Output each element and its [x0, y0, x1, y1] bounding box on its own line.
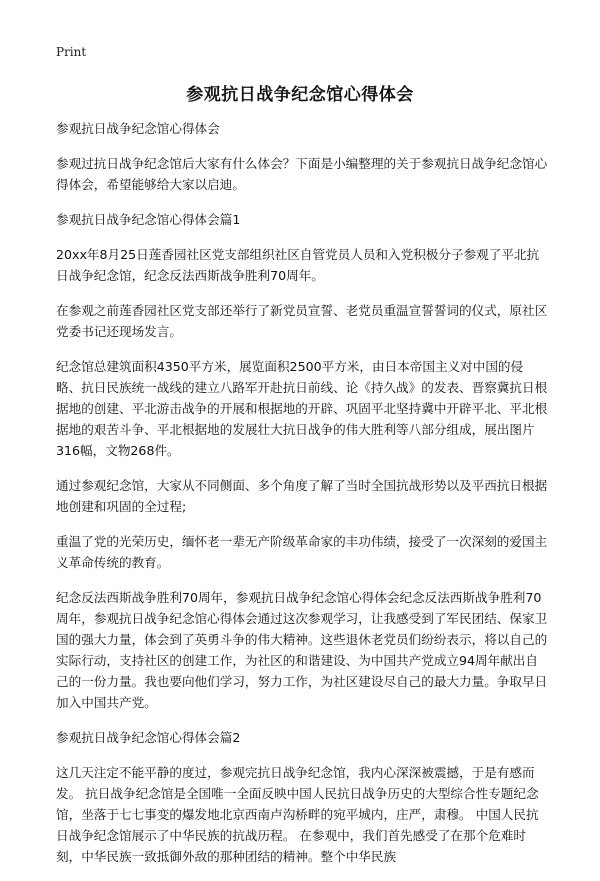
paragraph: 这几天注定不能平静的度过，参观完抗日战争纪念馆，我内心深深被震撼，于是有感而发。 抗日战争纪念馆是全国唯一全面反映中国人民抗日战争历史的大型综合性专题纪念馆，坐落于七七事变的爆发地北京西南卢沟桥畔的宛平城内，庄严，肃穆。 中国人民抗日战争纪念馆展示了中华民族的抗战历程。 在参观中，我们首先感受了在那个危难时刻，中华民族一致抵御外敌的那种团结的精神。整个中华民族	[56, 765, 539, 864]
article-body	[56, 118, 548, 881]
paragraph: 通过参观纪念馆，大家从不同侧面、多个角度了解了当时全国抗战形势以及平西抗日根据地创建和巩固的全过程;	[56, 478, 548, 514]
page-title: 参观抗日战争纪念馆心得体会	[186, 85, 414, 105]
section-heading-1: 参观抗日战争纪念馆心得体会篇1	[56, 212, 241, 227]
paragraph: 20xx年8月25日莲香园社区党支部组织社区自管党员人员和入党积极分子参观了平北抗日战争纪念馆，纪念反法西斯战争胜利70周年。	[56, 247, 540, 283]
paragraph: 纪念馆总建筑面积4350平方米，展览面积2500平方米，由日本帝国主义对中国的侵略、抗日民族统一战线的建立八路军开赴抗日前线、论《持久战》的发表、晋察冀抗日根据地的创建、平北游击战争的开展和根据地的开辟、巩固平北坚持冀中开辟平北、平北根据地的艰苦斗争、平北根据地的发展壮大抗日战争的伟大胜利等八部分组成，展出图片316幅，文物268件。	[56, 359, 548, 458]
section-heading-2: 参观抗日战争纪念馆心得体会篇2	[56, 730, 241, 745]
article-subtitle: 参观抗日战争纪念馆心得体会	[56, 121, 220, 136]
paragraph: 重温了党的光荣历史，缅怀老一辈无产阶级革命家的丰功伟绩，接受了一次深刻的爱国主义革命传统的教育。	[56, 534, 548, 570]
paragraph: 纪念反法西斯战争胜利70周年，参观抗日战争纪念馆心得体会纪念反法西斯战争胜利70周年，参观抗日战争纪念馆心得体会通过这次参观学习，让我感受到了军民团结、保家卫国的强大力量，体会到了英勇斗争的伟大精神。这些退休老党员们纷纷表示，将以自己的实际行动，支持社区的创建工作，为社区的和谐建设、为中国共产党成立94周年献出自己的一份力量。我也要向他们学习，努力工作，为社区建设尽自己的最大力量。争取早日加入中国共产党。	[56, 590, 548, 710]
paragraph: 在参观之前莲香园社区党支部还举行了新党员宣誓、老党员重温宣誓誓词的仪式，原社区党委书记还现场发言。	[56, 303, 548, 339]
print-link[interactable]: Print	[56, 45, 87, 59]
intro-paragraph: 参观过抗日战争纪念馆后大家有什么体会？下面是小编整理的关于参观抗日战争纪念馆心得体会，希望能够给大家以启迪。	[56, 156, 548, 192]
